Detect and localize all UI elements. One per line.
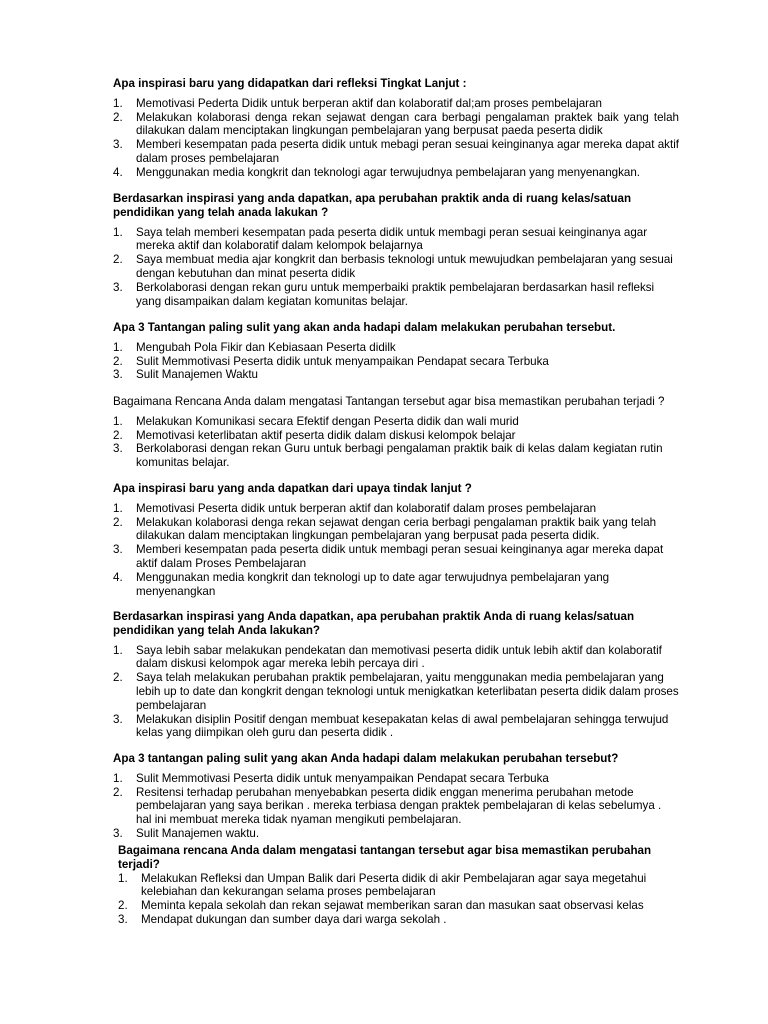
section-question: Apa 3 Tantangan paling sulit yang akan anda hadapi dalam melakukan perubahan tersebut. [113,321,616,334]
section-5 [113,482,679,598]
answer-list [113,415,679,470]
section-question: Apa 3 tantangan paling sulit yang akan Anda hadapi dalam melakukan perubahan tersebut? [113,752,619,765]
list-item: 2. Saya telah melakukan perubahan praktik pembelajaran, yaitu menggunakan media pembelajaran yang lebih up to date dan kongkrit dengan teknologi untuk menigkatkan keterlibatan peserta didik dalam proses pembelajaran [113,671,679,712]
section-question: Bagaimana Rencana Anda dalam mengatasi Tantangan tersebut agar bisa memastikan perubahan terjadi ? [113,395,665,408]
section-1 [113,77,679,180]
section-question: Bagaimana rencana Anda dalam mengatasi tantangan tersebut agar bisa memastikan perubahan terjadi? [118,844,652,871]
list-item: 3. Sulit Manajemen Waktu [113,368,259,382]
section-2 [113,192,679,308]
answer-list [113,226,679,309]
list-item: 1. Melakukan Refleksi dan Umpan Balik dari Peserta didik di akir Pembelajaran agar saya megetahui kelebiahan dan kekurangan selama proses pembelajaran [118,871,647,899]
section-3 [113,321,679,382]
section-question: Berdasarkan inspirasi yang Anda dapatkan, apa perubahan praktik Anda di ruang kelas/satuan pendidikan yang telah Anda lakukan? [113,610,635,637]
list-item: 4. Menggunakan media kongkrit dan teknologi up to date agar terwujudnya pembelajaran yang menyenangkan [113,570,610,598]
section-question: Apa inspirasi baru yang didapatkan dari refleksi Tingkat Lanjut : [113,77,467,90]
list-item: 4. Menggunakan media kongkrit dan teknologi agar terwujudnya pembelajaran yang menyenangkan. [113,165,641,179]
list-item: 3. Melakukan disiplin Positif dengan membuat kesepakatan kelas di awal pembelajaran sehingga terwujud kelas yang diimpikan oleh guru dan peserta didik . [113,712,669,740]
list-item: 1. Saya telah memberi kesempatan pada peserta didik untuk membagi peran sesuai keinginanya agar mereka aktif dan kolaboratif dalam kelompok belajarnya [113,225,648,253]
section-7 [113,752,679,841]
answer-list [113,772,679,841]
list-item: 3. Berkolaborasi dengan rekan Guru untuk berbagi pengalaman praktik baik di kelas dalam kegiatan rutin komunitas belajar. [113,442,663,470]
answer-list [113,644,679,741]
list-item: 2. Melakukan kolaborasi denga rekan sejawat dengan ceria berbagi pengalaman praktik baik yang telah dilakukan dalam menciptakan lingkungan pembelajaran yang berpusat pada peserta didik. [113,515,657,543]
list-item: 2. Saya membuat media ajar kongkrit dan berbasis teknologi untuk mewujudkan pembelajaran yang sesuai dengan kebutuhan dan minat peserta didik [113,253,673,280]
list-item: 2. Sulit Memmotivasi Peserta didik untuk menyampaikan Pendapat secara Terbuka [113,354,549,368]
section-8 [118,844,658,927]
section-4 [113,395,679,470]
list-item: 1. Saya lebih sabar melakukan pendekatan dan memotivasi peserta didik untuk lebih aktif dan kolaboratif dalam diskusi kelompok agar mereka lebih percaya diri . [113,643,662,671]
list-item: 1. Memotivasi Peserta didik untuk berperan aktif dan kolaboratif dalam proses pembelajaran [113,501,597,515]
list-item: 1. Mengubah Pola Fikir dan Kebiasaan Peserta didilk [113,340,396,354]
list-item: 1. Sulit Memmotivasi Peserta didik untuk menyampaikan Pendapat secara Terbuka [113,771,549,785]
list-item: 3. Sulit Manajemen waktu. [113,826,260,840]
list-item: 3. Memberi kesempatan pada peserta didik untuk membagi peran sesuai keinginanya agar mereka dapat aktif dalam Proses Pembelajaran [113,543,664,570]
list-item: 1. Melakukan Komunikasi secara Efektif dengan Peserta didik dan wali murid [113,414,519,428]
answer-list [113,97,679,180]
list-item: 2. Meminta kepala sekolah dan rekan sejawat memberikan saran dan masukan saat observasi kelas [118,899,644,913]
answer-list [118,872,658,927]
section-6 [113,610,679,740]
list-item: 2. Memotivasi keterlibatan aktif peserta didik dalam diskusi kelompok belajar [113,428,516,442]
list-item: 3. Berkolaborasi dengan rekan guru untuk memperbaiki praktik pembelajaran berdasarkan hasil refleksi yang disampaikan dalam kegiatan komunitas belajar. [113,280,655,308]
answer-list [113,341,679,382]
section-question: Apa inspirasi baru yang anda dapatkan dari upaya tindak lanjut ? [113,482,472,495]
list-item: 3. Memberi kesempatan pada peserta didik untuk mebagi peran sesuai keinginanya agar mereka dapat aktif dalam proses pembelajaran [113,138,679,165]
list-item: 3. Mendapat dukungan dan sumber daya dari warga sekolah . [118,912,447,926]
section-question: Berdasarkan inspirasi yang anda dapatkan, apa perubahan praktik anda di ruang kelas/satuan pendidikan yang telah anada lakukan ? [113,192,632,219]
list-item: 2. Melakukan kolaborasi denga rekan sejawat dengan cara berbagi pengalaman praktek baik yang telah dilakukan dalam menciptakan lingkungan pembelajaran yang berpusat paeda peserta didik [113,110,679,138]
answer-list [113,502,679,599]
list-item: 1. Memotivasi Pederta Didik untuk berperan aktif dan kolaboratif dal;am proses pembelajaran [113,96,602,110]
list-item: 2. Resitensi terhadap perubahan menyebabkan peserta didik enggan menerima perubahan metode pembelajaran yang saya berikan . mereka terbiasa dengan praktek pembelajaran di kelas sebelumya . hal ini membuat mereka tidak nyaman mengikuti pembelajaran. [113,785,662,827]
